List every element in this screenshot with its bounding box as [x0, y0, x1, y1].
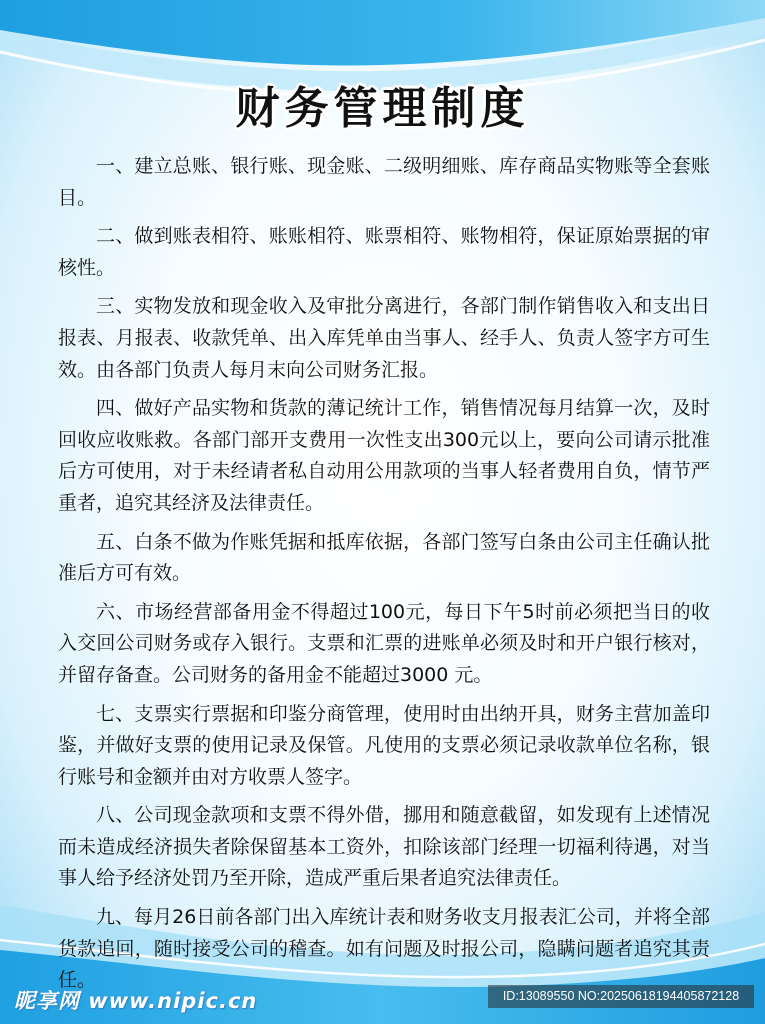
clause-5: 五、白条不做为作账凭据和抵库依据，各部门签写白条由公司主任确认批准后方可有效。: [58, 530, 710, 585]
clause-2: 二、做到账表相符、账账相符、账票相符、账物相符，保证原始票据的审核性。: [58, 225, 710, 279]
clause-8: 八、公司现金款项和支票不得外借，挪用和随意截留，如发现有上述情况而未造成经济损失者除保留基本工资外，扣除该部门经理一切福利待遇，对当事人给予经济处罚乃至开除，造成严重后果者追究法律责任。: [58, 804, 710, 890]
clause-7: 七、支票实行票据和印鉴分商管理，使用时由出纳开具，财务主营加盖印鉴，并做好支票的使用记录及保管。凡使用的支票必须记录收款单位名称，银行账号和金额并由对方收票人签字。: [58, 702, 710, 788]
clause-9: 九、每月26日前各部门出入库统计表和财务收支月报表汇公司，并将全部货款追回，随时接受公司的稽查。如有问题及时报公司，隐瞒问题者追究其责任。: [58, 906, 710, 992]
clause-1: 一、建立总账、银行账、现金账、二级明细账、库存商品实物账等全套账目。: [58, 155, 710, 209]
clause-6: 六、市场经营部备用金不得超过100元，每日下午5时前必须把当日的收入交回公司财务或存入银行。支票和汇票的进账单必须及时和开户银行核对，并留存备查。公司财务的备用金不能超过3000 元。: [58, 600, 710, 686]
watermark-logo: 昵享网 www.nipic.cn: [14, 989, 258, 1013]
page-title: 财务管理制度: [235, 83, 530, 134]
regulation-body: [58, 151, 710, 1004]
clause-3: 三、实物发放和现金收入及审批分离进行，各部门制作销售收入和支出日报表、月报表、收款凭单、出入库凭单由当事人、经手人、负责人签字方可生效。由各部门负责人每月末向公司财务汇报。: [58, 295, 710, 381]
watermark-id-badge: ID:13089550 NO:20250618194405872128: [488, 985, 754, 1008]
clause-4: 四、做好产品实物和货款的薄记统计工作，销售情况每月结算一次，及时回收应收账救。各部门部开支费用一次性支出300元以上，要向公司请示批准后方可使用，对于未经请者私自动用公用款项的当事人轻者费用自负，情节严重者，追究其经济及法律责任。: [58, 397, 710, 514]
